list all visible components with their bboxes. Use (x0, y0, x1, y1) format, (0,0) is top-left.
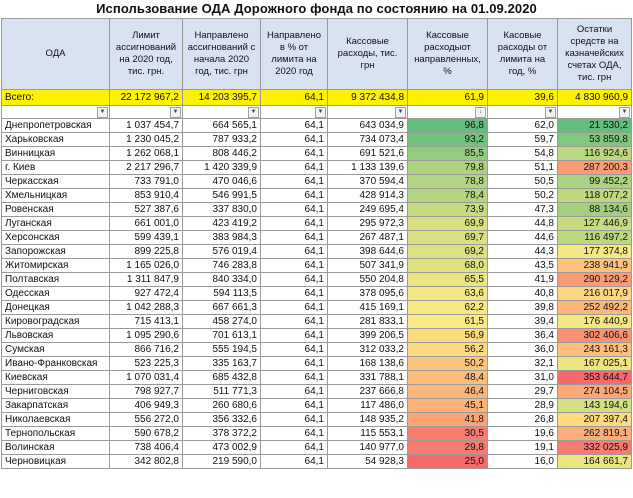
table-row (2, 133, 632, 147)
cell-cash: 507 341,9 (328, 259, 408, 273)
filter-dropdown-icon[interactable]: ▼ (170, 107, 181, 118)
cell-pct-directed: 78,4 (408, 189, 488, 203)
cell-directed: 746 283,8 (183, 259, 261, 273)
total-directed: 14 203 395,7 (183, 90, 261, 106)
table-row (2, 231, 632, 245)
cell-remains: 143 194,6 (558, 399, 632, 413)
cell-directed: 458 274,0 (183, 315, 261, 329)
table-row (2, 259, 632, 273)
cell-pct-directed: 41,8 (408, 413, 488, 427)
cell-remains: 53 859,8 (558, 133, 632, 147)
cell-limit: 1 311 847,9 (110, 273, 183, 287)
cell-remains: 167 025,1 (558, 357, 632, 371)
cell-limit: 1 070 031,4 (110, 371, 183, 385)
cell-pct-directed: 30,5 (408, 427, 488, 441)
cell-limit: 342 802,8 (110, 455, 183, 469)
cell-remains: 176 440,9 (558, 315, 632, 329)
cell-pct-year: 51,1 (488, 161, 558, 175)
table-row (2, 203, 632, 217)
filter-dropdown-icon[interactable]: ▼ (248, 107, 259, 118)
filter-cell[interactable] (183, 106, 261, 119)
cell-region: Винницкая (2, 147, 110, 161)
cell-limit: 733 791,0 (110, 175, 183, 189)
cell-pct-directed: 85,5 (408, 147, 488, 161)
cell-limit: 1 095 290,6 (110, 329, 183, 343)
filter-cell[interactable] (2, 106, 110, 119)
cell-region: Ивано-Франковская (2, 357, 110, 371)
cell-region: Волинская (2, 441, 110, 455)
header-pct-limit: Направлено в % от лимита на 2020 год (261, 19, 328, 90)
table-row (2, 371, 632, 385)
cell-pct-year: 31,0 (488, 371, 558, 385)
cell-cash: 237 666,8 (328, 385, 408, 399)
cell-pct-limit: 64,1 (261, 189, 328, 203)
cell-pct-year: 50,5 (488, 175, 558, 189)
cell-pct-year: 39,8 (488, 301, 558, 315)
header-pct-year: Касовые расходы от лимита на год, % (488, 19, 558, 90)
cell-pct-limit: 64,1 (261, 371, 328, 385)
cell-remains: 127 446,9 (558, 217, 632, 231)
sheet-title: Использование ОДА Дорожного фонда по состоянию на 01.09.2020 (96, 1, 537, 16)
cell-remains: 177 374,8 (558, 245, 632, 259)
oda-table (1, 18, 632, 469)
filter-sort-icon[interactable]: ↓ (475, 107, 486, 118)
cell-pct-directed: 65,5 (408, 273, 488, 287)
cell-region: Хмельницкая (2, 189, 110, 203)
table-row (2, 385, 632, 399)
cell-cash: 398 644,6 (328, 245, 408, 259)
cell-pct-year: 36,4 (488, 329, 558, 343)
cell-directed: 701 613,1 (183, 329, 261, 343)
cell-remains: 116 497,2 (558, 231, 632, 245)
table-row (2, 273, 632, 287)
cell-region: Черкасская (2, 175, 110, 189)
cell-directed: 546 991,5 (183, 189, 261, 203)
cell-cash: 370 594,4 (328, 175, 408, 189)
cell-remains: 164 661,7 (558, 455, 632, 469)
cell-pct-limit: 64,1 (261, 343, 328, 357)
cell-cash: 281 833,1 (328, 315, 408, 329)
cell-limit: 406 949,3 (110, 399, 183, 413)
cell-pct-directed: 50,2 (408, 357, 488, 371)
cell-cash: 378 095,6 (328, 287, 408, 301)
cell-pct-limit: 64,1 (261, 119, 328, 133)
cell-limit: 899 225,8 (110, 245, 183, 259)
cell-pct-directed: 79,8 (408, 161, 488, 175)
filter-cell[interactable] (110, 106, 183, 119)
table-row (2, 413, 632, 427)
cell-pct-directed: 61,5 (408, 315, 488, 329)
cell-pct-limit: 64,1 (261, 385, 328, 399)
cell-directed: 664 565,1 (183, 119, 261, 133)
table-row (2, 455, 632, 469)
cell-pct-year: 59,7 (488, 133, 558, 147)
cell-directed: 808 446,2 (183, 147, 261, 161)
cell-region: Львовская (2, 329, 110, 343)
cell-cash: 734 073,4 (328, 133, 408, 147)
filter-dropdown-icon[interactable]: ▼ (395, 107, 406, 118)
table-row (2, 357, 632, 371)
cell-pct-directed: 69,2 (408, 245, 488, 259)
cell-limit: 715 413,1 (110, 315, 183, 329)
filter-dropdown-icon[interactable]: ▼ (545, 107, 556, 118)
table-row (2, 161, 632, 175)
cell-limit: 599 439,1 (110, 231, 183, 245)
cell-cash: 312 033,2 (328, 343, 408, 357)
cell-pct-year: 39,4 (488, 315, 558, 329)
cell-cash: 550 204,8 (328, 273, 408, 287)
cell-cash: 249 695,4 (328, 203, 408, 217)
cell-limit: 1 230 045,2 (110, 133, 183, 147)
cell-pct-year: 44,6 (488, 231, 558, 245)
cell-pct-directed: 96,8 (408, 119, 488, 133)
cell-directed: 840 334,0 (183, 273, 261, 287)
cell-pct-limit: 64,1 (261, 329, 328, 343)
cell-pct-year: 44,3 (488, 245, 558, 259)
cell-remains: 287 200,3 (558, 161, 632, 175)
cell-cash: 267 487,1 (328, 231, 408, 245)
cell-pct-limit: 64,1 (261, 455, 328, 469)
cell-cash: 331 788,1 (328, 371, 408, 385)
header-cash: Кассовые расходы, тис. грн (328, 19, 408, 90)
cell-pct-year: 54,8 (488, 147, 558, 161)
filter-cell[interactable] (408, 106, 488, 119)
header-limit: Лимит ассигнований на 2020 год, тис. грн. (110, 19, 183, 90)
cell-region: г. Киев (2, 161, 110, 175)
cell-directed: 576 019,4 (183, 245, 261, 259)
cell-remains: 252 492,2 (558, 301, 632, 315)
cell-pct-year: 41,9 (488, 273, 558, 287)
table-row (2, 245, 632, 259)
cell-pct-year: 26,8 (488, 413, 558, 427)
cell-pct-limit: 64,1 (261, 315, 328, 329)
cell-region: Харьковская (2, 133, 110, 147)
cell-limit: 556 272,0 (110, 413, 183, 427)
cell-remains: 207 397,4 (558, 413, 632, 427)
cell-cash: 1 133 139,6 (328, 161, 408, 175)
cell-cash: 140 977,0 (328, 441, 408, 455)
header-remains: Остатки средств на казначейских счетах ОДА, тис. грн (558, 19, 632, 90)
cell-pct-directed: 93,2 (408, 133, 488, 147)
cell-region: Черновицкая (2, 455, 110, 469)
cell-directed: 685 432,8 (183, 371, 261, 385)
cell-limit: 523 225,3 (110, 357, 183, 371)
filter-dropdown-icon[interactable]: ▼ (619, 107, 630, 118)
cell-remains: 290 129,2 (558, 273, 632, 287)
cell-region: Черниговская (2, 385, 110, 399)
cell-pct-year: 36,0 (488, 343, 558, 357)
total-pct-year: 39,6 (488, 90, 558, 106)
table-row (2, 147, 632, 161)
cell-pct-year: 62,0 (488, 119, 558, 133)
table-row (2, 287, 632, 301)
cell-pct-limit: 64,1 (261, 161, 328, 175)
cell-remains: 332 025,9 (558, 441, 632, 455)
cell-directed: 335 163,7 (183, 357, 261, 371)
cell-region: Херсонская (2, 231, 110, 245)
cell-cash: 54 928,3 (328, 455, 408, 469)
table-row (2, 441, 632, 455)
table-row (2, 427, 632, 441)
cell-directed: 423 419,2 (183, 217, 261, 231)
cell-region: Донецкая (2, 301, 110, 315)
cell-pct-year: 29,7 (488, 385, 558, 399)
cell-directed: 473 002,9 (183, 441, 261, 455)
cell-limit: 2 217 296,7 (110, 161, 183, 175)
cell-pct-limit: 64,1 (261, 287, 328, 301)
cell-pct-limit: 64,1 (261, 231, 328, 245)
cell-cash: 295 972,3 (328, 217, 408, 231)
cell-region: Запорожская (2, 245, 110, 259)
cell-remains: 116 924,6 (558, 147, 632, 161)
cell-pct-year: 50,2 (488, 189, 558, 203)
cell-pct-directed: 78,8 (408, 175, 488, 189)
cell-cash: 643 034,9 (328, 119, 408, 133)
filter-cell[interactable] (488, 106, 558, 119)
cell-directed: 260 680,6 (183, 399, 261, 413)
cell-pct-limit: 64,1 (261, 427, 328, 441)
cell-pct-limit: 64,1 (261, 399, 328, 413)
cell-directed: 378 372,2 (183, 427, 261, 441)
cell-pct-directed: 69,7 (408, 231, 488, 245)
cell-region: Киевская (2, 371, 110, 385)
cell-pct-year: 47,3 (488, 203, 558, 217)
cell-cash: 148 935,2 (328, 413, 408, 427)
cell-limit: 738 406,4 (110, 441, 183, 455)
cell-cash: 117 486,0 (328, 399, 408, 413)
cell-pct-directed: 73,9 (408, 203, 488, 217)
table-row (2, 217, 632, 231)
cell-limit: 853 910,4 (110, 189, 183, 203)
cell-directed: 337 830,0 (183, 203, 261, 217)
cell-pct-directed: 48,4 (408, 371, 488, 385)
table-row (2, 315, 632, 329)
cell-directed: 1 420 339,9 (183, 161, 261, 175)
cell-remains: 88 134,6 (558, 203, 632, 217)
cell-directed: 383 984,3 (183, 231, 261, 245)
total-row (2, 90, 632, 106)
cell-pct-limit: 64,1 (261, 273, 328, 287)
cell-pct-directed: 56,2 (408, 343, 488, 357)
cell-pct-directed: 68,0 (408, 259, 488, 273)
cell-remains: 353 644,7 (558, 371, 632, 385)
cell-limit: 1 037 454,7 (110, 119, 183, 133)
filter-cell[interactable] (558, 106, 632, 119)
header-oda: ОДА (2, 19, 110, 90)
cell-remains: 262 819,1 (558, 427, 632, 441)
cell-directed: 219 590,0 (183, 455, 261, 469)
table-row (2, 329, 632, 343)
cell-directed: 555 194,5 (183, 343, 261, 357)
total-label: Всего: (2, 90, 110, 106)
cell-directed: 667 661,3 (183, 301, 261, 315)
total-pct-directed: 61,9 (408, 90, 488, 106)
cell-remains: 238 941,9 (558, 259, 632, 273)
filter-cell[interactable] (328, 106, 408, 119)
cell-region: Сумская (2, 343, 110, 357)
cell-pct-year: 19,6 (488, 427, 558, 441)
cell-pct-limit: 64,1 (261, 357, 328, 371)
cell-region: Днепропетровская (2, 119, 110, 133)
cell-limit: 798 927,7 (110, 385, 183, 399)
cell-region: Ровенская (2, 203, 110, 217)
cell-pct-limit: 64,1 (261, 133, 328, 147)
header-row (2, 19, 632, 90)
cell-pct-limit: 64,1 (261, 301, 328, 315)
cell-limit: 927 472,4 (110, 287, 183, 301)
cell-limit: 527 387,6 (110, 203, 183, 217)
cell-pct-directed: 63,6 (408, 287, 488, 301)
cell-pct-year: 44,8 (488, 217, 558, 231)
cell-cash: 115 553,1 (328, 427, 408, 441)
cell-pct-directed: 29,8 (408, 441, 488, 455)
cell-pct-directed: 56,9 (408, 329, 488, 343)
cell-pct-directed: 69,9 (408, 217, 488, 231)
cell-pct-year: 32,1 (488, 357, 558, 371)
cell-directed: 356 332,6 (183, 413, 261, 427)
cell-pct-limit: 64,1 (261, 203, 328, 217)
cell-pct-limit: 64,1 (261, 245, 328, 259)
cell-limit: 1 262 068,1 (110, 147, 183, 161)
filter-row (2, 106, 632, 119)
filter-cell[interactable] (261, 106, 328, 119)
cell-region: Одесская (2, 287, 110, 301)
cell-pct-year: 19,1 (488, 441, 558, 455)
table-row (2, 399, 632, 413)
cell-cash: 428 914,3 (328, 189, 408, 203)
cell-pct-limit: 64,1 (261, 259, 328, 273)
filter-dropdown-icon[interactable]: ▼ (97, 107, 108, 118)
total-cash: 9 372 434,8 (328, 90, 408, 106)
cell-pct-year: 16,0 (488, 455, 558, 469)
cell-limit: 661 001,0 (110, 217, 183, 231)
table-row (2, 175, 632, 189)
cell-directed: 470 046,6 (183, 175, 261, 189)
cell-pct-limit: 64,1 (261, 217, 328, 231)
cell-cash: 399 206,5 (328, 329, 408, 343)
cell-remains: 216 017,9 (558, 287, 632, 301)
cell-pct-directed: 46,4 (408, 385, 488, 399)
table-row (2, 343, 632, 357)
cell-pct-limit: 64,1 (261, 147, 328, 161)
cell-limit: 1 042 288,3 (110, 301, 183, 315)
cell-pct-year: 40,8 (488, 287, 558, 301)
cell-region: Николаевская (2, 413, 110, 427)
cell-pct-limit: 64,1 (261, 175, 328, 189)
cell-pct-year: 28,9 (488, 399, 558, 413)
table-row (2, 301, 632, 315)
cell-limit: 1 165 026,0 (110, 259, 183, 273)
total-remains: 4 830 960,9 (558, 90, 632, 106)
cell-remains: 243 161,3 (558, 343, 632, 357)
cell-pct-limit: 64,1 (261, 413, 328, 427)
cell-directed: 594 113,5 (183, 287, 261, 301)
cell-remains: 21 530,2 (558, 119, 632, 133)
cell-pct-directed: 45,1 (408, 399, 488, 413)
filter-dropdown-icon[interactable]: ▼ (315, 107, 326, 118)
cell-pct-directed: 25,0 (408, 455, 488, 469)
cell-limit: 590 678,2 (110, 427, 183, 441)
cell-cash: 415 169,1 (328, 301, 408, 315)
cell-directed: 511 771,3 (183, 385, 261, 399)
table-row (2, 119, 632, 133)
cell-remains: 302 406,6 (558, 329, 632, 343)
cell-pct-limit: 64,1 (261, 441, 328, 455)
total-pct-limit: 64,1 (261, 90, 328, 106)
header-directed: Направлено ассигнований с начала 2020 год, тис. грн (183, 19, 261, 90)
cell-remains: 274 104,5 (558, 385, 632, 399)
cell-region: Луганская (2, 217, 110, 231)
cell-region: Тернопольская (2, 427, 110, 441)
cell-pct-directed: 62,2 (408, 301, 488, 315)
table-row (2, 189, 632, 203)
cell-remains: 118 077,2 (558, 189, 632, 203)
total-limit: 22 172 967,2 (110, 90, 183, 106)
cell-cash: 168 138,6 (328, 357, 408, 371)
cell-cash: 691 521,6 (328, 147, 408, 161)
cell-limit: 866 716,2 (110, 343, 183, 357)
cell-remains: 99 452,2 (558, 175, 632, 189)
cell-directed: 787 933,2 (183, 133, 261, 147)
cell-region: Кировоградская (2, 315, 110, 329)
header-pct-directed: Кассовые расходыот направленных, % (408, 19, 488, 90)
cell-region: Полтавская (2, 273, 110, 287)
cell-region: Житомирская (2, 259, 110, 273)
cell-region: Закарпатская (2, 399, 110, 413)
cell-pct-year: 43,5 (488, 259, 558, 273)
